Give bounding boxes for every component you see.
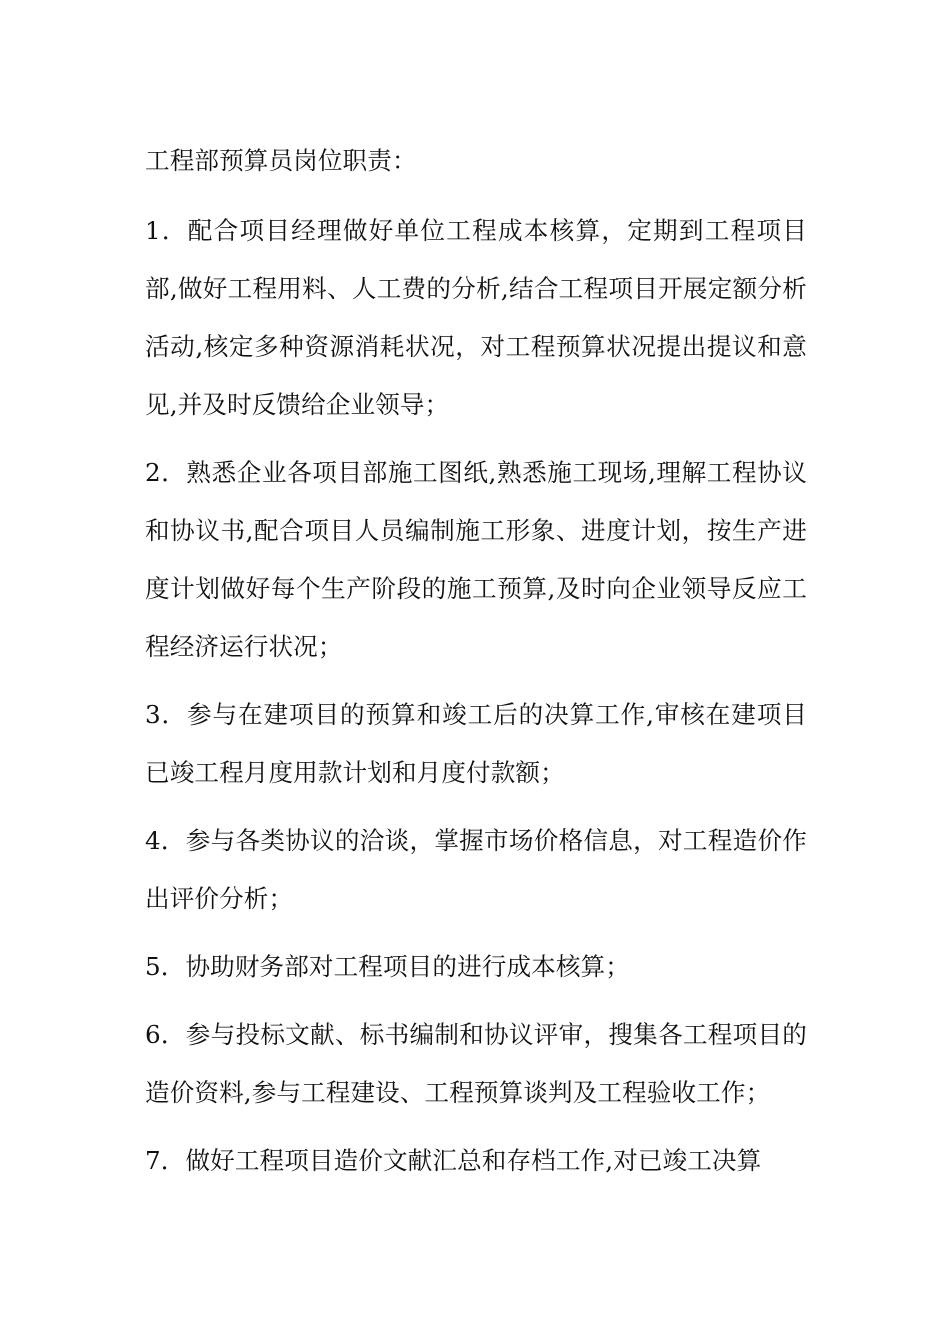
document-body [145, 132, 807, 1200]
duty-item-7: 7．做好工程项目造价文献汇总和存档工作,对已竣工决算 [145, 1146, 762, 1175]
duty-item-1: 1．配合项目经理做好单位工程成本核算，定期到工程项目部,做好工程用料、人工费的分析,结合工程项目开展定额分析活动,核定多种资源消耗状况，对工程预算状况提出提议和意见,并及时反馈给企业领导； [145, 216, 807, 419]
duty-item-2: 2．熟悉企业各项目部施工图纸,熟悉施工现场,理解工程协议和协议书,配合项目人员编制施工形象、进度计划，按生产进度计划做好每个生产阶段的施工预算,及时向企业领导反应工程经济运行状况； [145, 458, 807, 661]
duty-item-5: 5．协助财务部对工程项目的进行成本核算； [145, 952, 630, 981]
duty-item-3: 3．参与在建项目的预算和竣工后的决算工作,审核在建项目已竣工程月度用款计划和月度付款额； [145, 700, 807, 787]
duty-item-6: 6．参与投标文献、标书编制和协议评审，搜集各工程项目的造价资料,参与工程建设、工程预算谈判及工程验收工作； [145, 1020, 807, 1107]
document-title: 工程部预算员岗位职责： [145, 146, 417, 175]
duty-item-4: 4．参与各类协议的洽谈，掌握市场价格信息，对工程造价作出评价分析； [145, 826, 807, 913]
